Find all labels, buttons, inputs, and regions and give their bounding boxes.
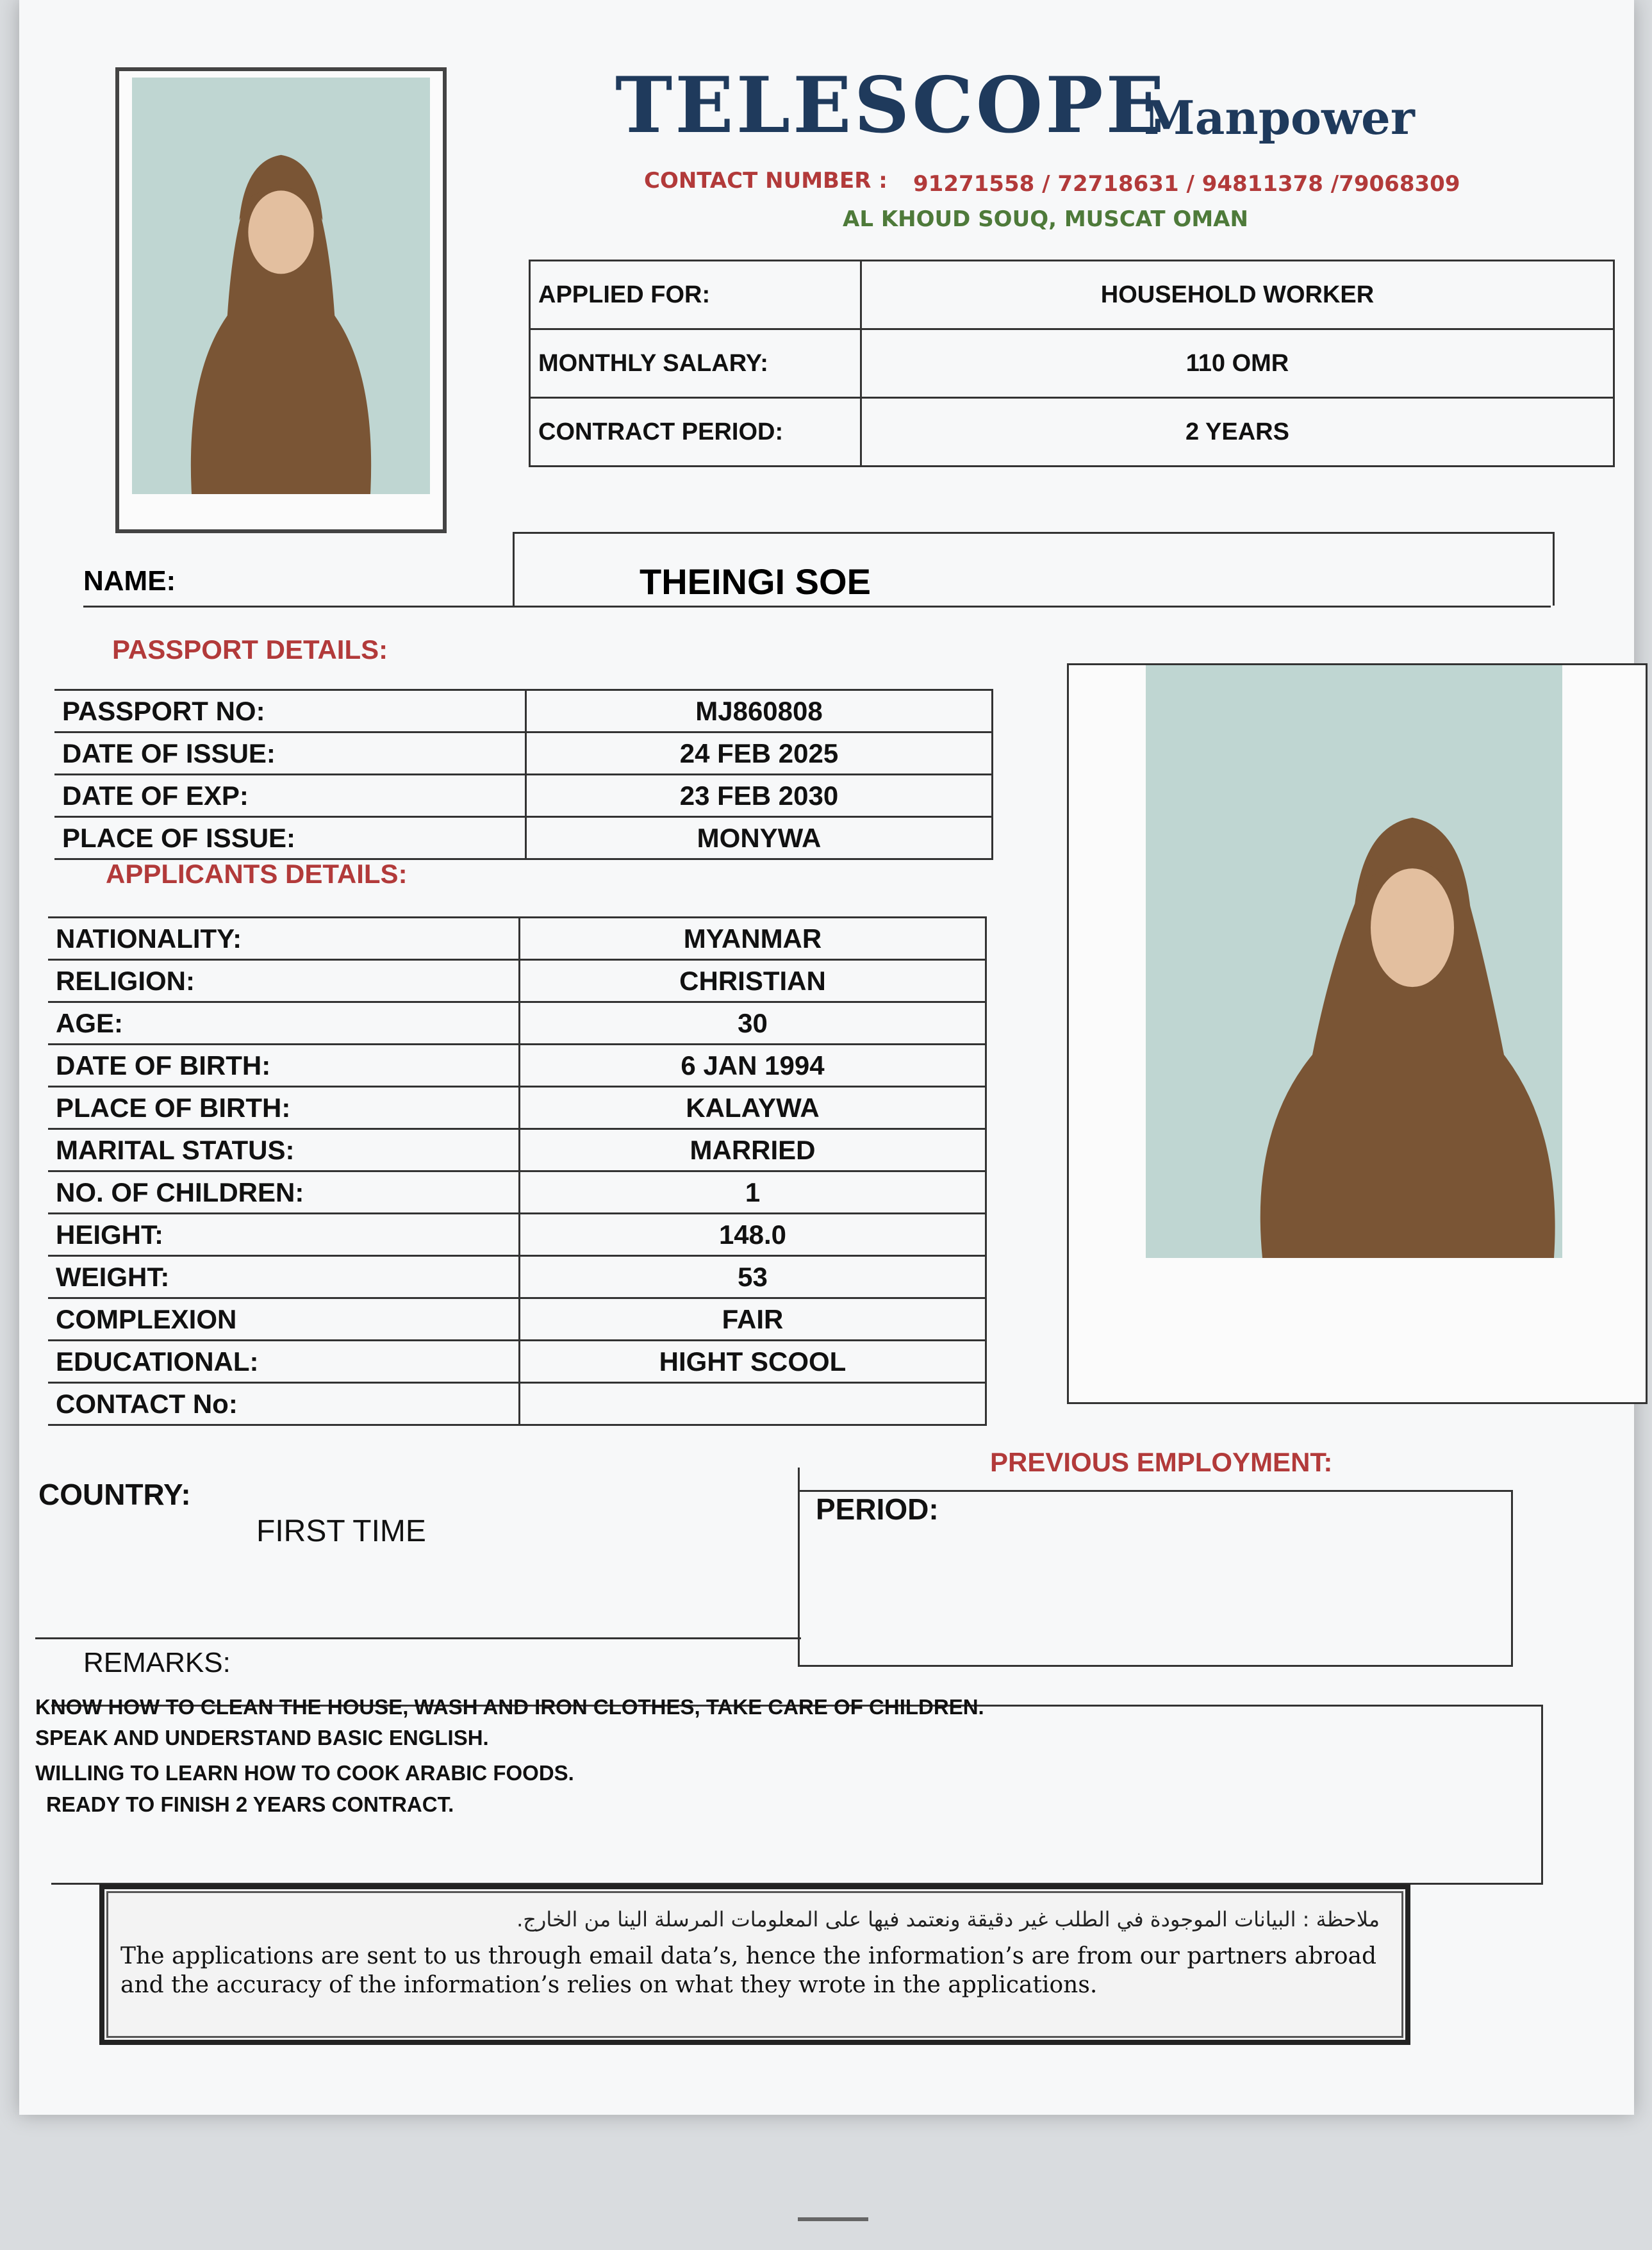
country-value: FIRST TIME — [256, 1514, 426, 1548]
religion-value: CHRISTIAN — [520, 960, 986, 1002]
weight-value: 53 — [520, 1256, 986, 1298]
passport-table — [54, 689, 993, 860]
table-row — [54, 775, 993, 817]
children-label: NO. OF CHILDREN: — [48, 1171, 520, 1214]
table-row — [530, 329, 1614, 398]
name-row — [83, 532, 1551, 608]
height-label: HEIGHT: — [48, 1214, 520, 1256]
table-row — [48, 1002, 986, 1045]
complexion-value: FAIR — [520, 1298, 986, 1341]
table-row — [530, 398, 1614, 467]
table-row — [48, 1129, 986, 1171]
company-address: AL KHOUD SOUQ, MUSCAT OMAN — [843, 206, 1248, 232]
page-mark — [798, 2217, 868, 2221]
age-value: 30 — [520, 1002, 986, 1045]
passport-no-label: PASSPORT NO: — [54, 690, 526, 732]
company-logo: TELESCOPE — [615, 60, 1167, 151]
contact-no-label: CONTACT No: — [48, 1383, 520, 1425]
table-row — [48, 1341, 986, 1383]
remarks-label: REMARKS: — [83, 1647, 231, 1678]
nationality-label: NATIONALITY: — [48, 918, 520, 960]
date-of-birth-value: 6 JAN 1994 — [520, 1045, 986, 1087]
table-row — [48, 1087, 986, 1129]
application-sheet — [19, 0, 1634, 2115]
passport-no-value: MJ860808 — [526, 690, 993, 732]
contact-no-value — [520, 1383, 986, 1425]
table-row — [54, 817, 993, 859]
contact-numbers: 91271558 / 72718631 / 94811378 /79068309 — [913, 171, 1460, 197]
educational-label: EDUCATIONAL: — [48, 1341, 520, 1383]
monthly-salary-value: 110 OMR — [861, 329, 1614, 398]
applicant-photo-small — [132, 78, 430, 494]
table-row — [530, 261, 1614, 329]
small-photo-frame — [115, 67, 447, 533]
applicant-table — [48, 916, 987, 1426]
remark-line: WILLING TO LEARN HOW TO COOK ARABIC FOODS. — [35, 1761, 574, 1785]
place-of-issue-value: MONYWA — [526, 817, 993, 859]
applicant-photo-large — [1146, 665, 1562, 1258]
date-of-exp-label: DATE OF EXP: — [54, 775, 526, 817]
period-label: PERIOD: — [816, 1493, 939, 1526]
date-of-issue-label: DATE OF ISSUE: — [54, 732, 526, 775]
applicant-details-title: APPLICANTS DETAILS: — [106, 859, 408, 889]
place-of-issue-label: PLACE OF ISSUE: — [54, 817, 526, 859]
table-row — [48, 1214, 986, 1256]
name-label: NAME: — [83, 565, 176, 597]
place-of-birth-value: KALAYWA — [520, 1087, 986, 1129]
marital-status-label: MARITAL STATUS: — [48, 1129, 520, 1171]
contact-label: CONTACT NUMBER : — [644, 168, 888, 194]
job-table — [529, 260, 1615, 467]
passport-details-title: PASSPORT DETAILS: — [112, 634, 388, 665]
table-row — [48, 1256, 986, 1298]
monthly-salary-label: MONTHLY SALARY: — [530, 329, 861, 398]
table-row — [48, 1383, 986, 1425]
period-box — [798, 1490, 1513, 1667]
children-value: 1 — [520, 1171, 986, 1214]
educational-value: HIGHT SCOOL — [520, 1341, 986, 1383]
date-of-issue-value: 24 FEB 2025 — [526, 732, 993, 775]
remark-line: READY TO FINISH 2 YEARS CONTRACT. — [46, 1792, 454, 1816]
name-box — [513, 532, 1555, 606]
age-label: AGE: — [48, 1002, 520, 1045]
table-row — [48, 960, 986, 1002]
previous-employment-title: PREVIOUS EMPLOYMENT: — [990, 1447, 1333, 1477]
table-row — [48, 1171, 986, 1214]
height-value: 148.0 — [520, 1214, 986, 1256]
divider — [35, 1637, 801, 1639]
nationality-value: MYANMAR — [520, 918, 986, 960]
place-of-birth-label: PLACE OF BIRTH: — [48, 1087, 520, 1129]
table-row — [54, 690, 993, 732]
applied-for-value: HOUSEHOLD WORKER — [861, 261, 1614, 329]
weight-label: WEIGHT: — [48, 1256, 520, 1298]
remark-line: SPEAK AND UNDERSTAND BASIC ENGLISH. — [35, 1726, 489, 1750]
contract-period-label: CONTRACT PERIOD: — [530, 398, 861, 467]
table-row — [48, 1045, 986, 1087]
disclaimer-arabic: ملاحظة : البيانات الموجودة في الطلب غير دقيقة ونعتمد فيها على المعلومات المرسلة الينا من الخارج. — [516, 1907, 1380, 1932]
applicant-name: THEINGI SOE — [640, 561, 871, 602]
contract-period-value: 2 YEARS — [861, 398, 1614, 467]
religion-label: RELIGION: — [48, 960, 520, 1002]
applied-for-label: APPLIED FOR: — [530, 261, 861, 329]
date-of-exp-value: 23 FEB 2030 — [526, 775, 993, 817]
disclaimer-english: The applications are sent to us through email data’s, hence the information’s are from our partners abroad and the accuracy of the information’s relies on what they wrote in the applications. — [120, 1943, 1377, 1998]
date-of-birth-label: DATE OF BIRTH: — [48, 1045, 520, 1087]
divider — [798, 1468, 800, 1639]
remark-line: KNOW HOW TO CLEAN THE HOUSE, WASH AND IRON CLOTHES, TAKE CARE OF CHILDREN. — [35, 1695, 984, 1719]
table-row — [54, 732, 993, 775]
company-logo-sub: Manpower — [1144, 90, 1415, 145]
disclaimer-box — [99, 1884, 1410, 2045]
marital-status-value: MARRIED — [520, 1129, 986, 1171]
table-row — [48, 1298, 986, 1341]
complexion-label: COMPLEXION — [48, 1298, 520, 1341]
country-label: COUNTRY: — [38, 1478, 191, 1511]
large-photo-frame — [1067, 663, 1648, 1404]
table-row — [48, 918, 986, 960]
